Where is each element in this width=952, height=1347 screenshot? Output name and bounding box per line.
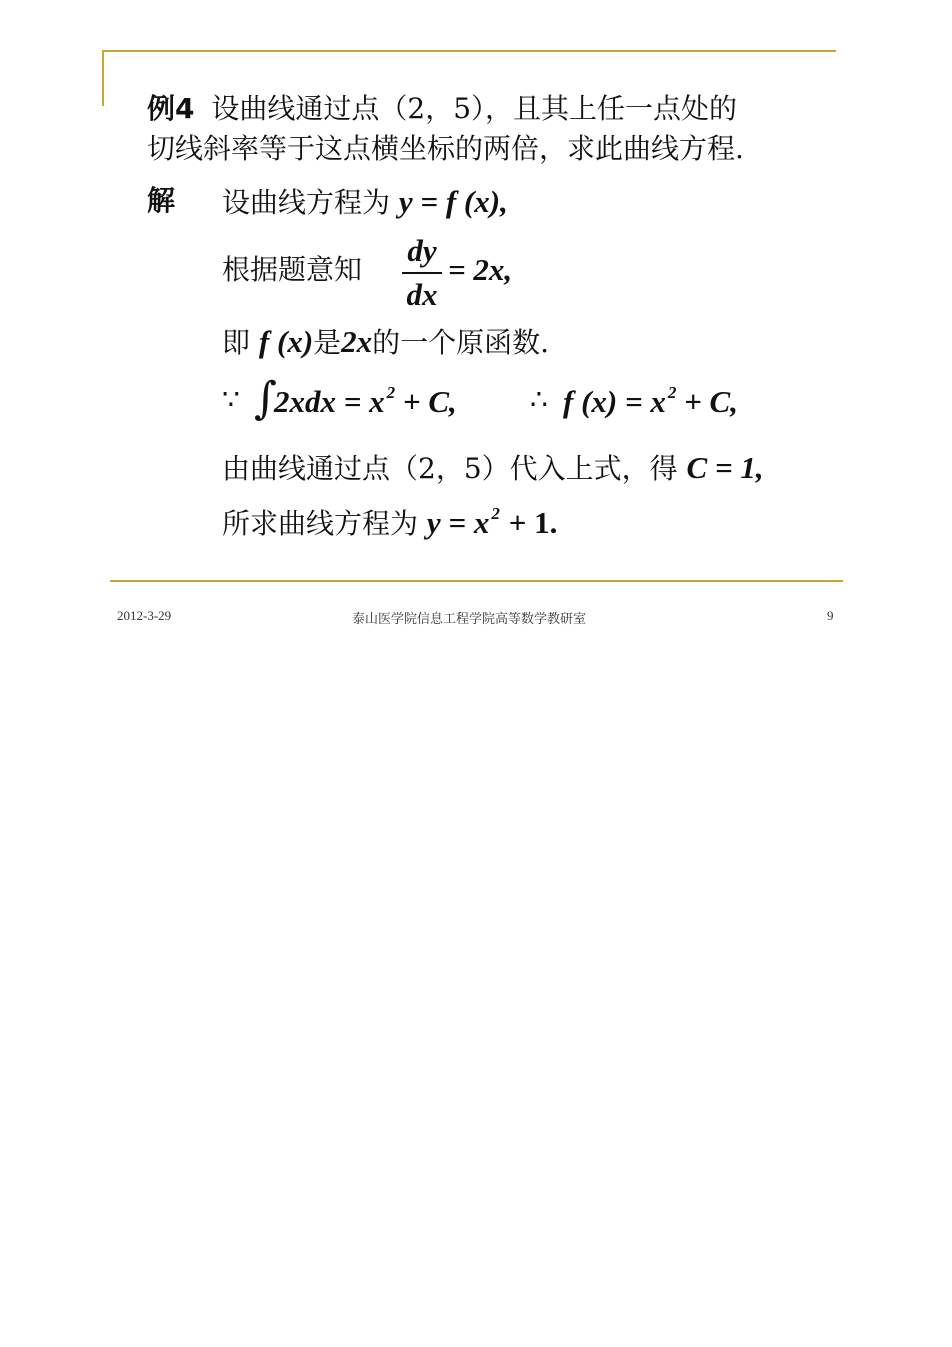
step-4-right [563,383,738,419]
step-1-text: 设曲线方程为 [222,186,391,219]
bottom-rule [110,580,843,582]
step-6-math: y = x [426,505,490,540]
step-4-result-sup: 2 [667,383,677,402]
fraction-bar [402,272,442,274]
derivative-fraction [400,233,444,313]
step-3-mid: 是 [313,326,342,359]
step-3-math-1: f (x) [258,324,314,359]
top-rule [103,50,836,52]
problem-text-2: 切线斜率等于这点横坐标的两倍，求此曲线方程. [147,132,744,165]
step-2-text: 根据题意知 [222,253,363,286]
step-3-prefix: 即 [222,326,251,359]
fraction-denominator: dx [406,277,438,312]
step-6-text: 所求曲线方程为 [222,507,419,540]
left-rule [102,50,104,106]
because-symbol: ∵ [222,383,240,416]
footer-page-number: 9 [827,608,834,623]
therefore-symbol: ∴ [530,383,548,416]
example-label: 例4 [147,92,195,125]
footer-date: 2012-3-29 [117,608,172,623]
step-4-sup: 2 [386,383,396,402]
step-6-sup: 2 [491,504,500,523]
integral-sign: ∫ [254,373,277,424]
problem-line-2 [147,132,744,165]
problem-text-1: 设曲线通过点（2，5），且其上任一点处的 [211,92,738,125]
step-5-math: C = 1, [686,450,764,485]
solution-label: 解 [147,184,176,217]
step-3-math-2: 2x [341,324,373,359]
step-2 [222,253,363,286]
step-1 [222,186,508,217]
step-3 [222,326,549,357]
footer-institution: 泰山医学院信息工程学院高等数学教研室 [352,612,587,627]
step-4-result-lhs: f (x) = x [563,384,666,419]
step-5 [222,452,764,483]
step-2-rhs: = 2x, [448,252,513,287]
step-6 [222,504,558,540]
step-4-rhs: + C, [402,384,457,419]
step-4-left [274,383,457,419]
step-1-math: y = f (x), [398,184,508,219]
fraction-numerator: dy [407,233,437,268]
problem-line-1 [147,92,738,125]
step-4-result-rhs: + C, [684,384,738,419]
step-3-suffix: 的一个原函数. [372,326,550,359]
step-5-text: 由曲线通过点（2，5）代入上式，得 [222,452,678,485]
step-4-lhs: 2xdx = x [274,384,385,419]
step-6-rhs: + 1. [508,505,558,540]
